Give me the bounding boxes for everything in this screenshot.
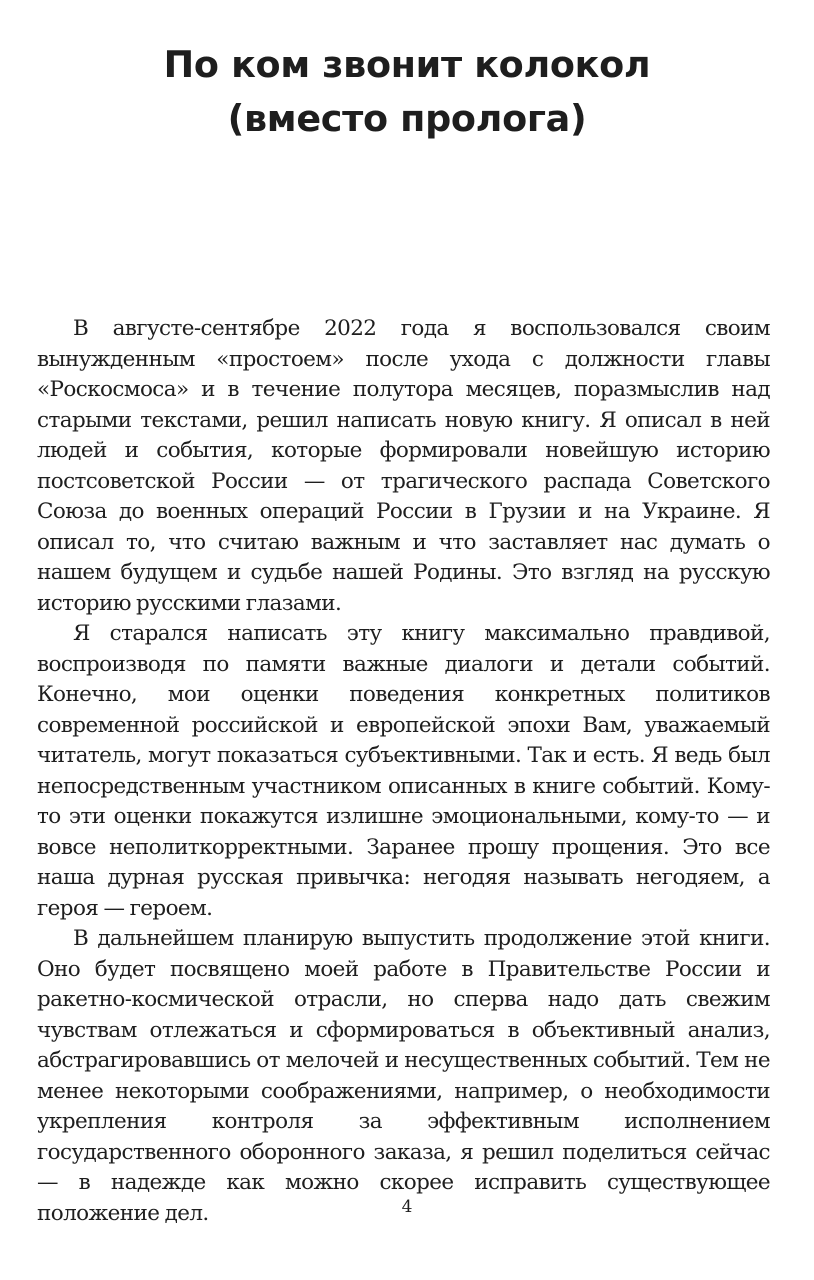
- chapter-title: [0, 38, 814, 146]
- page-number: 4: [401, 1197, 413, 1217]
- paragraph-3: В дальнейшем планирую выпустить продолжение этой книги. Оно будет посвящено моей работе в Правительстве России и ракетно-космической отрасли, но сперва надо дать свежим чувствам отлежаться и сформироваться в объективный анализ, абстрагировавшись от мелочей и несущественных событий. Тем не менее некоторыми соображениями, например, о необходимости укрепления контроля за эффективным исполнением государственного оборонного заказа, я решил поделиться сейчас — в надежде как можно скорее исправить существующее положение дел.: [37, 926, 770, 1226]
- paragraph-1: В августе-сентябре 2022 года я воспользовался своим вынужденным «простоем» после ухода с должности главы «Роскосмоса» и в течение полутора месяцев, поразмыслив над старыми текстами, решил написать новую книгу. Я описал в ней людей и события, которые формировали новейшую историю постсоветской России — от трагического распада Советского Союза до военных операций России в Грузии и на Украине. Я описал то, что считаю важным и что заставляет нас думать о нашем будущем и судьбе нашей Родины. Это взгляд на русскую историю русскими глазами.: [37, 316, 770, 616]
- chapter-title-line-2: (вместо пролога): [227, 97, 587, 140]
- paragraph-2: Я старался написать эту книгу максимально правдивой, воспроизводя по памяти важные диалоги и детали событий. Конечно, мои оценки поведения конкретных политиков современной российской и европейской эпохи Вам, уважаемый читатель, могут показаться субъективными. Так и есть. Я ведь был непосредственным участником описанных в книге событий. Кому-то эти оценки покажутся излишне эмоциональными, кому-то — и вовсе неполиткорректными. Заранее прошу прощения. Это все наша дурная русская привычка: негодяя называть негодяем, а героя — героем.: [37, 621, 770, 921]
- body-text: [37, 314, 770, 1229]
- chapter-title-line-1: По ком звонит колокол: [163, 43, 651, 86]
